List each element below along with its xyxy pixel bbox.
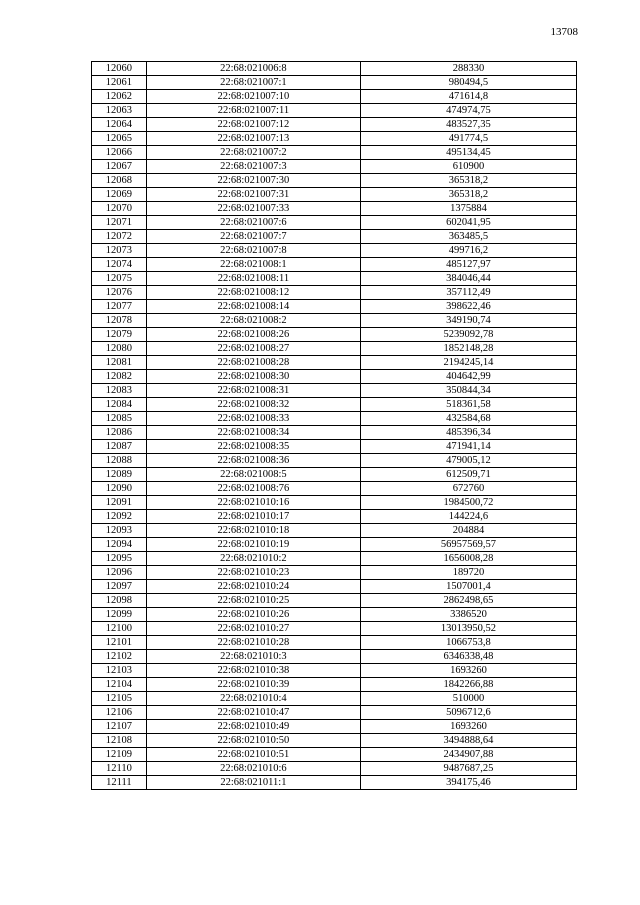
row-index-cell: 12079	[92, 328, 147, 342]
row-index-cell: 12102	[92, 650, 147, 664]
cadastral-value-cell: 2862498,65	[360, 594, 576, 608]
cadastral-value-cell: 483527,35	[360, 118, 576, 132]
cadastral-value-cell: 495134,45	[360, 146, 576, 160]
row-index-cell: 12081	[92, 356, 147, 370]
row-index-cell: 12086	[92, 426, 147, 440]
cadastral-table	[91, 61, 577, 790]
row-index-cell: 12077	[92, 300, 147, 314]
cadastral-value-cell: 499716,2	[360, 244, 576, 258]
table-row	[92, 76, 577, 90]
cadastral-number-cell: 22:68:021010:49	[146, 720, 360, 734]
table-row	[92, 594, 577, 608]
table-body	[92, 62, 577, 790]
cadastral-number-cell: 22:68:021008:1	[146, 258, 360, 272]
cadastral-number-cell: 22:68:021006:8	[146, 62, 360, 76]
cadastral-value-cell: 1656008,28	[360, 552, 576, 566]
row-index-cell: 12067	[92, 160, 147, 174]
cadastral-number-cell: 22:68:021007:11	[146, 104, 360, 118]
cadastral-number-cell: 22:68:021007:3	[146, 160, 360, 174]
cadastral-number-cell: 22:68:021011:1	[146, 776, 360, 790]
cadastral-value-cell: 1507001,4	[360, 580, 576, 594]
table-row	[92, 468, 577, 482]
table-row	[92, 230, 577, 244]
cadastral-value-cell: 9487687,25	[360, 762, 576, 776]
row-index-cell: 12104	[92, 678, 147, 692]
cadastral-value-cell: 518361,58	[360, 398, 576, 412]
table-row	[92, 342, 577, 356]
cadastral-value-cell: 479005,12	[360, 454, 576, 468]
cadastral-value-cell: 2434907,88	[360, 748, 576, 762]
cadastral-value-cell: 485127,97	[360, 258, 576, 272]
table-row	[92, 146, 577, 160]
cadastral-value-cell: 491774,5	[360, 132, 576, 146]
cadastral-value-cell: 398622,46	[360, 300, 576, 314]
table-row	[92, 664, 577, 678]
cadastral-number-cell: 22:68:021007:1	[146, 76, 360, 90]
cadastral-value-cell: 350844,34	[360, 384, 576, 398]
cadastral-number-cell: 22:68:021007:6	[146, 216, 360, 230]
cadastral-number-cell: 22:68:021010:23	[146, 566, 360, 580]
row-index-cell: 12073	[92, 244, 147, 258]
row-index-cell: 12103	[92, 664, 147, 678]
row-index-cell: 12105	[92, 692, 147, 706]
table-row	[92, 650, 577, 664]
table-row	[92, 580, 577, 594]
row-index-cell: 12091	[92, 496, 147, 510]
table-row	[92, 216, 577, 230]
row-index-cell: 12095	[92, 552, 147, 566]
cadastral-number-cell: 22:68:021010:51	[146, 748, 360, 762]
cadastral-number-cell: 22:68:021010:28	[146, 636, 360, 650]
cadastral-value-cell: 474974,75	[360, 104, 576, 118]
table-row	[92, 566, 577, 580]
cadastral-number-cell: 22:68:021010:16	[146, 496, 360, 510]
cadastral-value-cell: 610900	[360, 160, 576, 174]
cadastral-number-cell: 22:68:021007:13	[146, 132, 360, 146]
cadastral-number-cell: 22:68:021007:30	[146, 174, 360, 188]
table-row	[92, 608, 577, 622]
cadastral-number-cell: 22:68:021008:32	[146, 398, 360, 412]
table-row	[92, 62, 577, 76]
cadastral-number-cell: 22:68:021007:2	[146, 146, 360, 160]
table-row	[92, 272, 577, 286]
table-row	[92, 776, 577, 790]
cadastral-value-cell: 13013950,52	[360, 622, 576, 636]
cadastral-value-cell: 471941,14	[360, 440, 576, 454]
row-index-cell: 12108	[92, 734, 147, 748]
cadastral-number-cell: 22:68:021008:14	[146, 300, 360, 314]
table-row	[92, 118, 577, 132]
cadastral-value-cell: 1852148,28	[360, 342, 576, 356]
row-index-cell: 12078	[92, 314, 147, 328]
cadastral-number-cell: 22:68:021008:5	[146, 468, 360, 482]
cadastral-number-cell: 22:68:021007:10	[146, 90, 360, 104]
cadastral-value-cell: 3494888,64	[360, 734, 576, 748]
cadastral-number-cell: 22:68:021007:33	[146, 202, 360, 216]
cadastral-number-cell: 22:68:021010:17	[146, 510, 360, 524]
cadastral-value-cell: 602041,95	[360, 216, 576, 230]
table-row	[92, 174, 577, 188]
cadastral-value-cell: 363485,5	[360, 230, 576, 244]
row-index-cell: 12069	[92, 188, 147, 202]
table-row	[92, 720, 577, 734]
row-index-cell: 12084	[92, 398, 147, 412]
row-index-cell: 12070	[92, 202, 147, 216]
cadastral-number-cell: 22:68:021010:25	[146, 594, 360, 608]
row-index-cell: 12082	[92, 370, 147, 384]
table-row	[92, 370, 577, 384]
table-row	[92, 286, 577, 300]
cadastral-value-cell: 204884	[360, 524, 576, 538]
row-index-cell: 12068	[92, 174, 147, 188]
cadastral-number-cell: 22:68:021010:6	[146, 762, 360, 776]
row-index-cell: 12094	[92, 538, 147, 552]
table-row	[92, 538, 577, 552]
row-index-cell: 12092	[92, 510, 147, 524]
row-index-cell: 12109	[92, 748, 147, 762]
cadastral-number-cell: 22:68:021007:7	[146, 230, 360, 244]
cadastral-number-cell: 22:68:021010:3	[146, 650, 360, 664]
cadastral-value-cell: 394175,46	[360, 776, 576, 790]
table-row	[92, 398, 577, 412]
cadastral-number-cell: 22:68:021010:50	[146, 734, 360, 748]
cadastral-number-cell: 22:68:021010:2	[146, 552, 360, 566]
cadastral-value-cell: 384046,44	[360, 272, 576, 286]
cadastral-number-cell: 22:68:021008:35	[146, 440, 360, 454]
table-row	[92, 300, 577, 314]
cadastral-value-cell: 6346338,48	[360, 650, 576, 664]
row-index-cell: 12061	[92, 76, 147, 90]
cadastral-value-cell: 1984500,72	[360, 496, 576, 510]
row-index-cell: 12063	[92, 104, 147, 118]
cadastral-value-cell: 1842266,88	[360, 678, 576, 692]
cadastral-value-cell: 1375884	[360, 202, 576, 216]
row-index-cell: 12096	[92, 566, 147, 580]
table-row	[92, 552, 577, 566]
row-index-cell: 12101	[92, 636, 147, 650]
page-number: 13708	[550, 26, 578, 38]
row-index-cell: 12066	[92, 146, 147, 160]
table-row	[92, 748, 577, 762]
table-row	[92, 762, 577, 776]
row-index-cell: 12106	[92, 706, 147, 720]
cadastral-number-cell: 22:68:021007:31	[146, 188, 360, 202]
cadastral-value-cell: 404642,99	[360, 370, 576, 384]
cadastral-value-cell: 357112,49	[360, 286, 576, 300]
row-index-cell: 12072	[92, 230, 147, 244]
table-row	[92, 384, 577, 398]
table-row	[92, 454, 577, 468]
cadastral-value-cell: 349190,74	[360, 314, 576, 328]
cadastral-number-cell: 22:68:021008:28	[146, 356, 360, 370]
cadastral-number-cell: 22:68:021010:47	[146, 706, 360, 720]
table-row	[92, 314, 577, 328]
cadastral-value-cell: 672760	[360, 482, 576, 496]
table-row	[92, 412, 577, 426]
table-row	[92, 90, 577, 104]
cadastral-value-cell: 56957569,57	[360, 538, 576, 552]
row-index-cell: 12100	[92, 622, 147, 636]
table-row	[92, 244, 577, 258]
cadastral-value-cell: 612509,71	[360, 468, 576, 482]
row-index-cell: 12075	[92, 272, 147, 286]
cadastral-value-cell: 144224,6	[360, 510, 576, 524]
row-index-cell: 12110	[92, 762, 147, 776]
cadastral-number-cell: 22:68:021008:34	[146, 426, 360, 440]
row-index-cell: 12064	[92, 118, 147, 132]
cadastral-value-cell: 432584,68	[360, 412, 576, 426]
cadastral-value-cell: 365318,2	[360, 174, 576, 188]
row-index-cell: 12071	[92, 216, 147, 230]
cadastral-number-cell: 22:68:021008:12	[146, 286, 360, 300]
cadastral-value-cell: 5239092,78	[360, 328, 576, 342]
cadastral-number-cell: 22:68:021008:26	[146, 328, 360, 342]
table-row	[92, 706, 577, 720]
row-index-cell: 12087	[92, 440, 147, 454]
cadastral-number-cell: 22:68:021010:18	[146, 524, 360, 538]
cadastral-value-cell: 3386520	[360, 608, 576, 622]
cadastral-value-cell: 365318,2	[360, 188, 576, 202]
cadastral-value-cell: 1693260	[360, 664, 576, 678]
table-row	[92, 426, 577, 440]
cadastral-number-cell: 22:68:021010:38	[146, 664, 360, 678]
table-row	[92, 692, 577, 706]
row-index-cell: 12060	[92, 62, 147, 76]
cadastral-number-cell: 22:68:021010:24	[146, 580, 360, 594]
cadastral-number-cell: 22:68:021007:8	[146, 244, 360, 258]
table-row	[92, 734, 577, 748]
row-index-cell: 12107	[92, 720, 147, 734]
row-index-cell: 12085	[92, 412, 147, 426]
cadastral-number-cell: 22:68:021008:11	[146, 272, 360, 286]
table-row	[92, 328, 577, 342]
cadastral-number-cell: 22:68:021010:39	[146, 678, 360, 692]
row-index-cell: 12090	[92, 482, 147, 496]
cadastral-number-cell: 22:68:021010:26	[146, 608, 360, 622]
cadastral-value-cell: 980494,5	[360, 76, 576, 90]
table-row	[92, 482, 577, 496]
cadastral-number-cell: 22:68:021008:27	[146, 342, 360, 356]
row-index-cell: 12098	[92, 594, 147, 608]
cadastral-number-cell: 22:68:021007:12	[146, 118, 360, 132]
row-index-cell: 12088	[92, 454, 147, 468]
cadastral-number-cell: 22:68:021010:19	[146, 538, 360, 552]
table-row	[92, 132, 577, 146]
table-row	[92, 510, 577, 524]
cadastral-value-cell: 1693260	[360, 720, 576, 734]
row-index-cell: 12083	[92, 384, 147, 398]
cadastral-number-cell: 22:68:021010:4	[146, 692, 360, 706]
table-row	[92, 188, 577, 202]
cadastral-value-cell: 510000	[360, 692, 576, 706]
table-row	[92, 160, 577, 174]
row-index-cell: 12093	[92, 524, 147, 538]
table-row	[92, 678, 577, 692]
table-row	[92, 104, 577, 118]
cadastral-number-cell: 22:68:021008:33	[146, 412, 360, 426]
cadastral-value-cell: 189720	[360, 566, 576, 580]
cadastral-value-cell: 1066753,8	[360, 636, 576, 650]
cadastral-value-cell: 5096712,6	[360, 706, 576, 720]
cadastral-value-cell: 2194245,14	[360, 356, 576, 370]
cadastral-value-cell: 288330	[360, 62, 576, 76]
row-index-cell: 12111	[92, 776, 147, 790]
cadastral-value-cell: 471614,8	[360, 90, 576, 104]
table-row	[92, 636, 577, 650]
row-index-cell: 12099	[92, 608, 147, 622]
row-index-cell: 12080	[92, 342, 147, 356]
row-index-cell: 12062	[92, 90, 147, 104]
cadastral-number-cell: 22:68:021008:2	[146, 314, 360, 328]
table-row	[92, 524, 577, 538]
row-index-cell: 12097	[92, 580, 147, 594]
table-row	[92, 356, 577, 370]
cadastral-value-cell: 485396,34	[360, 426, 576, 440]
cadastral-number-cell: 22:68:021008:31	[146, 384, 360, 398]
cadastral-number-cell: 22:68:021008:76	[146, 482, 360, 496]
row-index-cell: 12089	[92, 468, 147, 482]
table-row	[92, 440, 577, 454]
row-index-cell: 12074	[92, 258, 147, 272]
row-index-cell: 12076	[92, 286, 147, 300]
table-row	[92, 622, 577, 636]
table-row	[92, 202, 577, 216]
table-row	[92, 258, 577, 272]
row-index-cell: 12065	[92, 132, 147, 146]
table-row	[92, 496, 577, 510]
cadastral-number-cell: 22:68:021008:36	[146, 454, 360, 468]
cadastral-number-cell: 22:68:021010:27	[146, 622, 360, 636]
cadastral-number-cell: 22:68:021008:30	[146, 370, 360, 384]
